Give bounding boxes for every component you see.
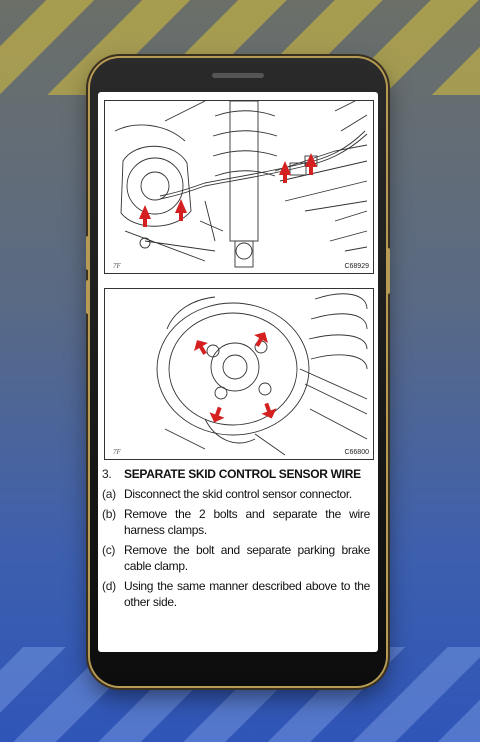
list-item: [102, 506, 370, 538]
volume-button-2: [86, 280, 90, 314]
figure-code: C68929: [344, 263, 369, 270]
list-item: [102, 578, 370, 610]
item-label: (b): [102, 507, 116, 521]
item-label: (d): [102, 579, 116, 593]
figure-mark: 7F: [113, 448, 121, 456]
diagram-brake-backing-plate: [104, 288, 374, 460]
list-item: [102, 542, 370, 574]
item-text: Remove the bolt and separate parking brake cable clamp.: [124, 543, 370, 573]
step-heading-row: [102, 466, 370, 482]
diagram-sensor-wire-top: [104, 100, 374, 274]
phone-frame: [90, 58, 386, 686]
item-label: (c): [102, 543, 116, 557]
list-item: [102, 486, 370, 502]
earpiece-speaker: [212, 73, 264, 78]
volume-button: [86, 236, 90, 270]
screen[interactable]: [98, 92, 378, 652]
step-number: 3.: [102, 467, 112, 481]
figure-mark: 7F: [113, 262, 121, 270]
power-button: [386, 248, 390, 294]
figure-code: C66800: [344, 449, 369, 456]
instruction-text: [102, 466, 370, 614]
item-text: Remove the 2 bolts and separate the wire harness clamps.: [124, 507, 370, 537]
diagram-illustration-2: [105, 289, 373, 459]
item-text: Using the same manner described above to the other side.: [124, 579, 370, 609]
diagram-illustration-1: [105, 101, 373, 273]
step-title: SEPARATE SKID CONTROL SENSOR WIRE: [124, 467, 361, 481]
item-label: (a): [102, 487, 116, 501]
item-text: Disconnect the skid control sensor connector.: [124, 487, 352, 501]
